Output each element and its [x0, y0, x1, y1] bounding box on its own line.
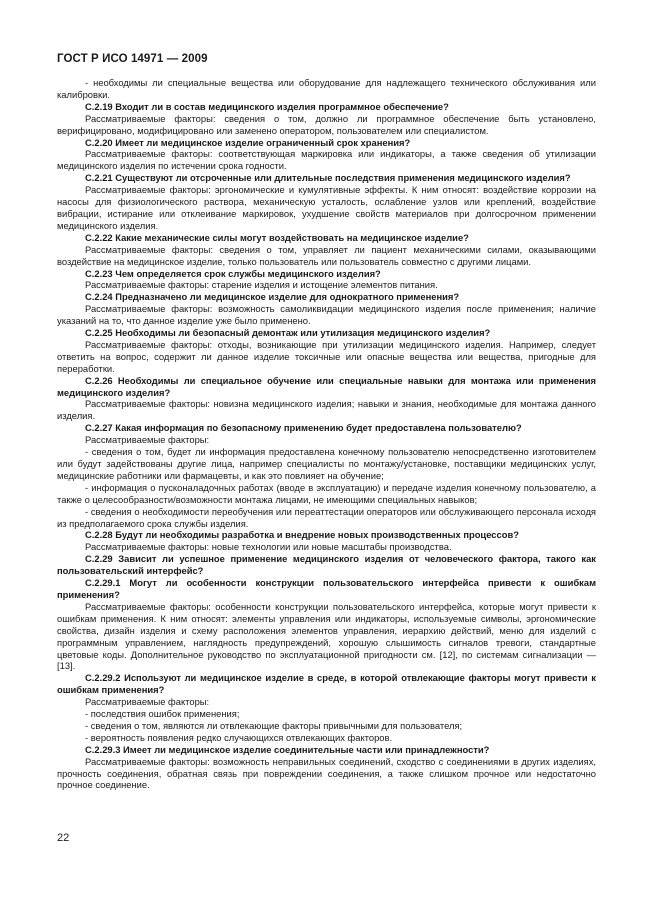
document-body	[57, 77, 596, 791]
paragraph: - сведения о том, будет ли информация предоставлена конечному пользователю непосредственно изготовителем или будут задействованы другие лица, например специалисты по монтажу/установке, поставщики медицинских услуг, медицинские работники или фармацевты, и как это повлияет на обучение;	[57, 446, 596, 481]
paragraph: Рассматриваемые факторы: новизна медицинского изделия; навыки и знания, необходимые для монтажа данного изделия.	[57, 398, 596, 422]
paragraph: Рассматриваемые факторы: сведения о том, управляет ли пациент механическими силами, оказывающими воздействие на медицинское изделие, только пользователь или пользователь совместно с другими лицами.	[57, 243, 596, 267]
section-heading: С.2.25 Необходимы ли безопасный демонтаж или утилизация медицинского изделия?	[85, 327, 491, 339]
section-heading: С.2.29.2 Используют ли медицинское изделие в среде, в которой отвлекающие факторы могут привести к ошибкам применения?	[57, 672, 596, 696]
paragraph: Рассматриваемые факторы: старение изделия и истощение элементов питания.	[85, 279, 438, 291]
section-heading: С.2.29.3 Имеет ли медицинское изделие соединительные части или принадлежности?	[85, 743, 490, 755]
paragraph: Рассматриваемые факторы: соответствующая маркировка или индикаторы, а также сведения об утилизации медицинского изделия по истечении срока годности.	[57, 148, 596, 172]
document-header: ГОСТ Р ИСО 14971 — 2009	[57, 53, 208, 65]
paragraph: - сведения о том, являются ли отвлекающие факторы привычными для пользователя;	[85, 719, 463, 731]
section-heading: С.2.20 Имеет ли медицинское изделие ограниченный срок хранения?	[85, 136, 411, 148]
section-heading: С.2.22 Какие механические силы могут воздействовать на медицинское изделие?	[85, 231, 469, 243]
section-heading: С.2.29 Зависит ли успешное применение медицинского изделия от человеческого фактора, такого как пользовательский интерфейс?	[57, 553, 596, 577]
section-heading: С.2.21 Существуют ли отсроченные или длительные последствия применения медицинского изделия?	[85, 172, 571, 184]
paragraph: Рассматриваемые факторы:	[85, 434, 210, 446]
section-heading: С.2.23 Чем определяется срок службы медицинского изделия?	[85, 267, 381, 279]
page-number: 22	[57, 832, 70, 844]
paragraph: - необходимы ли специальные вещества или оборудование для надлежащего технического обслуживания или калибровки.	[57, 77, 596, 100]
paragraph: - вероятность появления редко случающихся отвлекающих факторов.	[85, 731, 393, 743]
paragraph: - информация о пусконаладочных работах (вводе в эксплуатацию) и передаче изделия конечному пользователю, а также о целесообразности/возможности монтажа лицами, не имеющими специальных навыков;	[57, 481, 596, 505]
section-heading: С.2.19 Входит ли в состав медицинского изделия программное обеспечение?	[85, 100, 449, 112]
section-heading: С.2.27 Какая информация по безопасному применению будет предоставлена пользователю?	[85, 422, 522, 434]
section-heading: С.2.26 Необходимы ли специальное обучение или специальные навыки для монтажа или применения медицинского изделия?	[57, 374, 596, 398]
paragraph: Рассматриваемые факторы: возможность самоликвидации медицинского изделия после применения; наличие указаний на то, что данное изделие уже было применено.	[57, 303, 596, 327]
paragraph: Рассматриваемые факторы: отходы, возникающие при утилизации медицинского изделия. Например, следует ответить на вопрос, содержит ли данное изделие токсичные или опасные вещества или вещества, пригодные для переработки.	[57, 338, 596, 374]
paragraph: - последствия ошибок применения;	[85, 708, 240, 720]
paragraph: Рассматриваемые факторы: сведения о том, должно ли программное обеспечение быть установлено, верифицировано, модифицировано или заменено оператором, пользователем или специалистом.	[57, 112, 596, 136]
paragraph: Рассматриваемые факторы: эргономические и кумулятивные эффекты. К ним относят: воздействие коррозии на насосы для физиологического раствора, механическую усталость, ослабление узлов или креплений, воздействие вибрации, истирание или отклеивание маркировок, ухудшение свойств материалов при долгосрочном применении медицинского изделия.	[57, 184, 596, 231]
paragraph: - сведения о необходимости переобучения или переаттестации операторов или обслуживающего персонала исходя из предполагаемого срока службы изделия.	[57, 505, 596, 529]
paragraph: Рассматриваемые факторы:	[85, 696, 210, 708]
section-heading: С.2.24 Предназначено ли медицинское изделие для однократного применения?	[85, 291, 460, 303]
paragraph: Рассматриваемые факторы: возможность неправильных соединений, сходство с соединениями в других изделиях, прочность соединения, обратная связь при повреждении соединения, а также слишком прочное или недостаточно прочное соединение.	[57, 755, 596, 791]
section-heading: С.2.29.1 Могут ли особенности конструкции пользовательского интерфейса привести к ошибкам применения?	[57, 577, 596, 600]
paragraph: Рассматриваемые факторы: новые технологии или новые масштабы производства.	[85, 541, 452, 553]
section-heading: С.2.28 Будут ли необходимы разработка и внедрение новых производственных процессов?	[85, 529, 519, 541]
paragraph: Рассматриваемые факторы: особенности конструкции пользовательского интерфейса, которые могут привести к ошибкам применения. К ним относят: элементы управления или индикаторы, используемые символы, эргономические свойства, дизайн изделия и схему расположения элементов управления, иерархию действий, меню для изделий с программным управлением, наглядность предупреждений, хорошую слышимость сигналов тревоги, стандартные цветовые коды. Дополнительное руководство по эксплуатационной пригодности см. [12], по системам сигнализации — [13].	[57, 600, 596, 672]
